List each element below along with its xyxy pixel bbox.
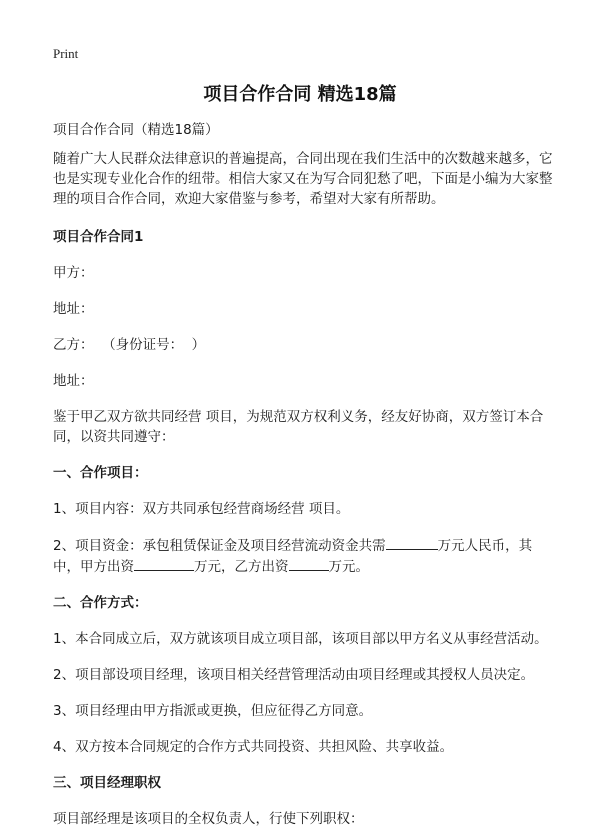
clause-3-intro: 项目部经理是该项目的全权负责人，行使下列职权： bbox=[53, 811, 364, 827]
party-a-amount-blank bbox=[134, 556, 194, 571]
clause-2-4: 4、双方按本合同规定的合作方式共同投资、共担风险、共享收益。 bbox=[53, 739, 454, 755]
party-b-line: 乙方： （身份证号： ） bbox=[53, 337, 206, 353]
address-a-line: 地址： bbox=[53, 301, 94, 317]
address-b-line: 地址： bbox=[53, 373, 94, 389]
section-title: 项目合作合同1 bbox=[53, 229, 144, 245]
heading-cooperation-method: 二、合作方式： bbox=[53, 595, 148, 611]
clause-1-2-part-d: 万元。 bbox=[328, 559, 369, 575]
page-title: 项目合作合同 精选18篇 bbox=[203, 84, 397, 105]
heading-cooperation-project: 一、合作项目： bbox=[53, 465, 148, 481]
heading-manager-authority: 三、项目经理职权 bbox=[53, 775, 161, 791]
clause-2-3: 3、项目经理由甲方指派或更换，但应征得乙方同意。 bbox=[53, 703, 373, 719]
clause-1-2 bbox=[53, 535, 553, 577]
clause-2-1: 1、本合同成立后，双方就该项目成立项目部，该项目部以甲方名义从事经营活动。 bbox=[53, 631, 548, 647]
total-amount-blank bbox=[386, 535, 438, 550]
document-body bbox=[53, 120, 553, 829]
clause-1-1: 1、项目内容：双方共同承包经营商场经营 项目。 bbox=[53, 501, 350, 517]
clause-2-2: 2、项目部设项目经理，该项目相关经营管理活动由项目经理或其授权人员决定。 bbox=[53, 667, 535, 683]
party-b-amount-blank bbox=[289, 556, 329, 571]
clause-1-2-part-c: 万元，乙方出资 bbox=[194, 559, 289, 575]
clause-1-2-part-a: 2、项目资金：承包租赁保证金及项目经营流动资金共需 bbox=[53, 538, 386, 554]
document-subtitle: 项目合作合同（精选18篇） bbox=[53, 122, 219, 138]
clause-1-2-part-b: 万元人民币，其中，甲方出资 bbox=[53, 538, 533, 575]
party-a-line: 甲方： bbox=[53, 265, 94, 281]
preamble-paragraph: 鉴于甲乙双方欲共同经营 项目，为规范双方权利义务，经友好协商，双方签订本合同，以资共同遵守： bbox=[53, 409, 544, 445]
intro-paragraph: 随着广大人民群众法律意识的普遍提高，合同出现在我们生活中的次数越来越多，它也是实现专业化合作的纽带。相信大家又在为写合同犯愁了吧，下面是小编为大家整理的项目合作合同，欢迎大家借鉴与参考，希望对大家有所帮助。 bbox=[53, 151, 553, 207]
print-link[interactable]: Print bbox=[53, 46, 79, 61]
